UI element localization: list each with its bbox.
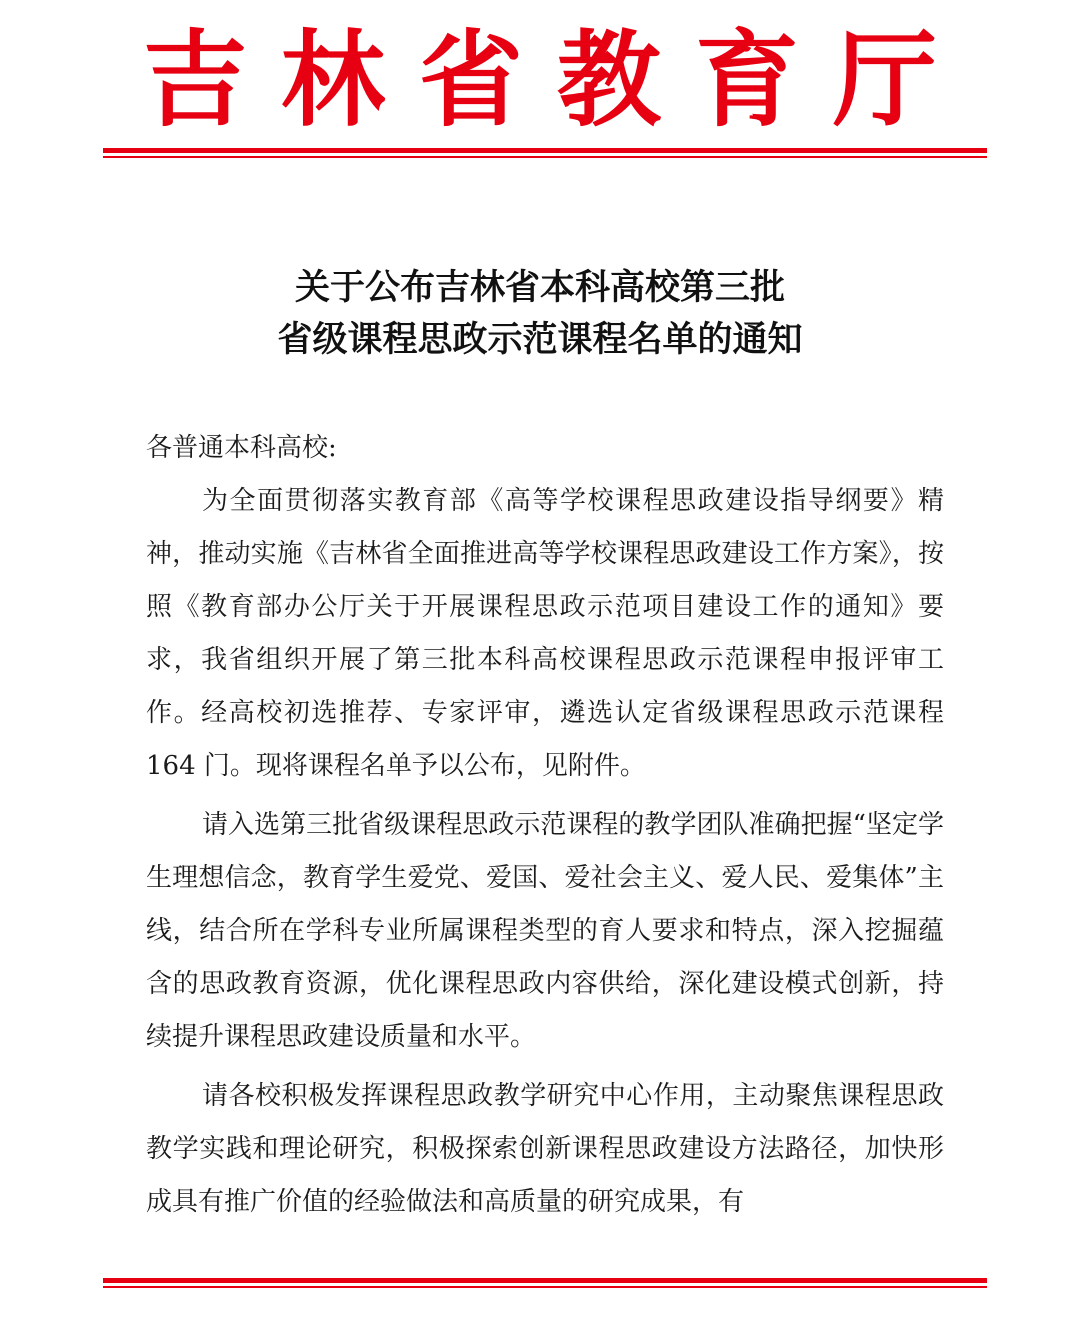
letterhead-org-name: 吉林省教育厅	[142, 18, 971, 141]
footer-red-rule	[103, 1278, 987, 1288]
salutation: 各普通本科高校:	[146, 433, 337, 463]
document-body	[146, 422, 944, 1229]
red-rule-thick-line	[103, 148, 987, 153]
document-title	[0, 262, 1080, 366]
document-title-line-1: 关于公布吉林省本科高校第三批	[294, 268, 785, 308]
document-title-line-2: 省级课程思政示范课程名单的通知	[277, 320, 803, 360]
body-paragraph-3: 请各校积极发挥课程思政教学研究中心作用，主动聚焦课程思政教学实践和理论研究，积极探索创新课程思政建设方法路径，加快形成具有推广价值的经验做法和高质量的研究成果，有	[146, 1081, 944, 1217]
footer-rule-thin-line	[103, 1286, 987, 1288]
body-paragraph-2: 请入选第三批省级课程思政示范课程的教学团队准确把握“坚定学生理想信念，教育学生爱党、爱国、爱社会主义、爱人民、爱集体”主线，结合所在学科专业所属课程类型的育人要求和特点，深入挖掘蕴含的思政教育资源，优化课程思政内容供给，深化建设模式创新，持续提升课程思政建设质量和水平。	[146, 810, 944, 1052]
red-rule-thin-line	[103, 156, 987, 158]
footer-rule-thick-line	[103, 1278, 987, 1283]
letterhead-red-rule	[103, 148, 987, 158]
body-paragraph-1: 为全面贯彻落实教育部《高等学校课程思政建设指导纲要》精神，推动实施《吉林省全面推进高等学校课程思政建设工作方案》，按照《教育部办公厅关于开展课程思政示范项目建设工作的通知》要求，我省组织开展了第三批本科高校课程思政示范课程申报评审工作。经高校初选推荐、专家评审，遴选认定省级课程思政示范课程 164 门。现将课程名单予以公布，见附件。	[146, 486, 944, 781]
